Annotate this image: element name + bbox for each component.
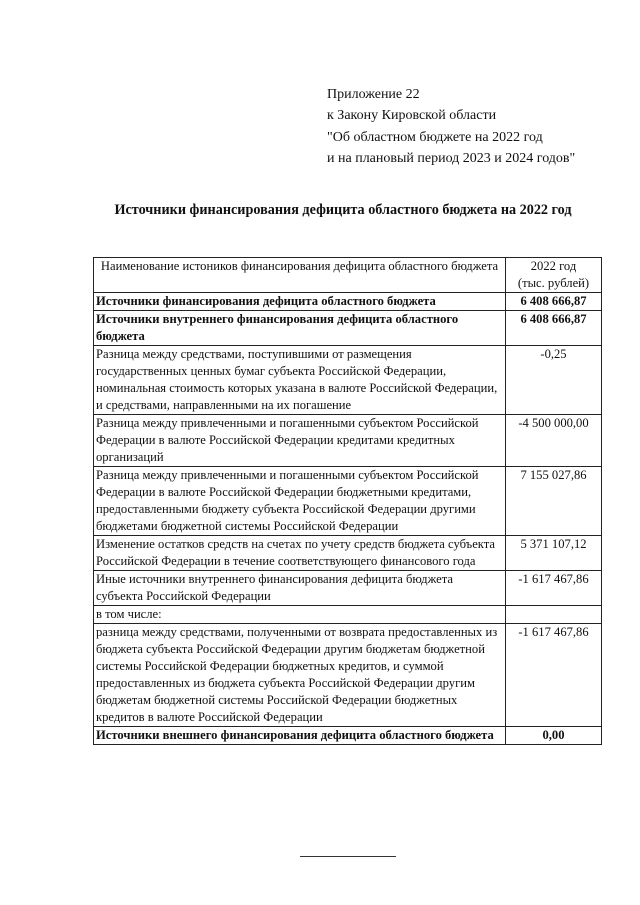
appendix-law-title: "Об областном бюджете на 2022 год — [327, 129, 543, 145]
appendix-block — [327, 84, 627, 169]
row-name: Иные источники внутреннего финансирования дефицита бюджета субъекта Российской Федерации — [94, 571, 506, 606]
row-value: 7 155 027,86 — [506, 467, 602, 536]
row-value: 6 408 666,87 — [506, 311, 602, 346]
table-row — [94, 624, 602, 727]
table-row — [94, 467, 602, 536]
row-name: Разница между привлеченными и погашенными субъектом Российской Федерации в валюте Российской Федерации кредитами кредитных организаций — [94, 415, 506, 467]
row-value: -1 617 467,86 — [506, 571, 602, 606]
header-value-cell — [506, 258, 602, 293]
header-name-cell: Наименование истоников финансирования дефицита областного бюджета — [94, 258, 506, 293]
appendix-law-ref: к Закону Кировской области — [327, 108, 497, 124]
table-row — [94, 536, 602, 571]
row-name: Разница между средствами, поступившими от размещения государственных ценных бумаг субъекта Российской Федерации, номинальная стоимость которых указана в валюте Российской Федерации, и средствами, направленными на их погашение — [94, 346, 506, 415]
table-row — [94, 571, 602, 606]
table-row — [94, 346, 602, 415]
row-name: Источники финансирования дефицита областного бюджета — [94, 293, 506, 311]
table-row — [94, 415, 602, 467]
row-name: Источники внешнего финансирования дефицита областного бюджета — [94, 727, 506, 745]
row-name: Изменение остатков средств на счетах по учету средств бюджета субъекта Российской Федерации в течение соответствующего финансового года — [94, 536, 506, 571]
row-value: 6 408 666,87 — [506, 293, 602, 311]
row-value: -4 500 000,00 — [506, 415, 602, 467]
row-value: 0,00 — [506, 727, 602, 745]
table-row — [94, 293, 602, 311]
row-name: разница между средствами, полученными от возврата предоставленных из бюджета субъекта Российской Федерации другим бюджетам бюджетной системы Российской Федерации бюджетных кредитов, и суммой предоставленных из бюджета субъекта Российской Федерации другим бюджетам бюджетной системы Российской Федерации бюджетных кредитов в валюте Российской Федерации — [94, 624, 506, 727]
table-row — [94, 606, 602, 624]
row-value: -0,25 — [506, 346, 602, 415]
row-value: -1 617 467,86 — [506, 624, 602, 727]
row-name: Разница между привлеченными и погашенными субъектом Российской Федерации в валюте Российской Федерации бюджетными кредитами, предоставленными бюджету субъекта Российской Федерации другими бюджетами бюджетной системы Российской Федерации — [94, 467, 506, 536]
document-title: Источники финансирования дефицита областного бюджета на 2022 год — [114, 202, 572, 218]
appendix-law-period: и на плановый период 2023 и 2024 годов" — [327, 150, 576, 166]
table-row — [94, 727, 602, 745]
table-row — [94, 311, 602, 346]
row-name: в том числе: — [94, 606, 506, 624]
appendix-number: Приложение 22 — [327, 87, 420, 102]
header-year: 2022 год — [530, 259, 577, 273]
header-unit: (тыс. рублей) — [517, 276, 590, 290]
row-value — [506, 606, 602, 624]
table-header-row — [94, 258, 602, 293]
financing-sources-table — [93, 257, 602, 745]
row-value: 5 371 107,12 — [506, 536, 602, 571]
row-name: Источники внутреннего финансирования дефицита областного бюджета — [94, 311, 506, 346]
footer-divider — [300, 856, 396, 857]
